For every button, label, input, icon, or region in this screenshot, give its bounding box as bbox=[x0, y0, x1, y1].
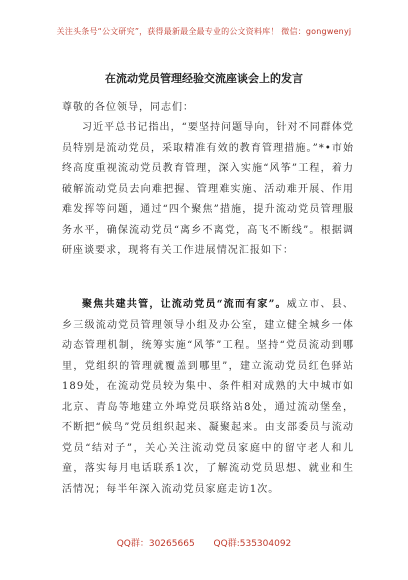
footer-qq-group-1: QQ群：30265665 bbox=[116, 539, 195, 549]
top-banner: 关注头条号“公文研究”，获得最新最全最专业的公文资料库！ 微信：gongwenyj bbox=[56, 27, 352, 36]
paragraph-2-lead: 聚焦共建共管，让流动党员“流而有家”。 bbox=[82, 299, 287, 310]
paragraph-1: 习近平总书记指出，“要坚持问题导向，针对不同群体党员特别是流动党员，采取精准有效的教育管理措施。”*•市始终高度重视流动党员教育管理，深入实施“风筝”工程，着力破解流动党员去向难把握、管理难实施、活动难开展、作用难发挥等问题，通过“四个聚焦”措施，提升流动党员管理服务水平，确保流动党员“离乡不离党，高飞不断线”。根据调研座谈要求，现将有关工作进展情况汇报如下： bbox=[62, 122, 354, 256]
document-title: 在流动党员管理经验交流座谈会上的发言 bbox=[105, 72, 303, 85]
paragraph-2 bbox=[62, 295, 354, 500]
salutation: 尊敬的各位领导，同志们： bbox=[62, 102, 194, 113]
paragraph-2-body: 威立市、县、乡三级流动党员管理领导小组及办公室，建立健全城乡一体动态管理机制，统筹实施“风筝”工程。坚持“党员流动到哪里，党组织的管理就覆盖到哪里”，建立流动党员红色驿站189处，在流动党员较为集中、条件相对成熟的大中城市如北京、青岛等地建立外埠党员联络站8处，通过流动堡垒，不断把“候鸟”党员组织起来、凝聚起来。由支部委员与流动党员“结对子”，关心关注流动党员家庭中的留守老人和儿童，落实每月电话联系1次，了解流动党员思想、就业和生活情况；每半年深入流动党员家庭走访1次。 bbox=[62, 299, 354, 495]
footer bbox=[0, 536, 408, 549]
footer-qq-group-2: QQ群:535304092 bbox=[213, 539, 292, 549]
